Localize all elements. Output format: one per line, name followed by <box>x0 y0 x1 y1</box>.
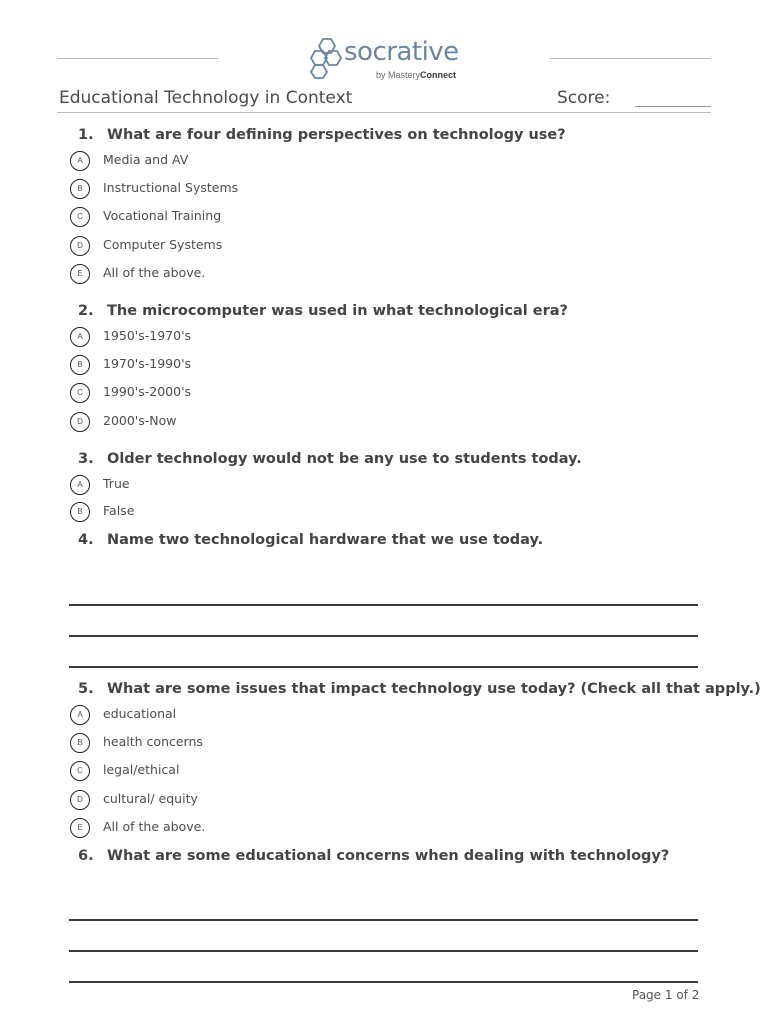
option-text: Instructional Systems <box>103 180 239 195</box>
option-text: legal/ethical <box>103 762 180 777</box>
question-6 <box>78 848 669 864</box>
option-bubble[interactable]: B <box>70 733 90 753</box>
option-text: 1950's-1970's <box>103 328 192 343</box>
option-bubble[interactable]: D <box>70 412 90 432</box>
option-bubble[interactable]: A <box>70 705 90 725</box>
question-text: Older technology would not be any use to students today. <box>107 451 582 467</box>
option-text: True <box>103 476 130 491</box>
option-text: 1990's-2000's <box>103 384 192 399</box>
question-text: The microcomputer was used in what technological era? <box>107 303 568 319</box>
option-text: cultural/ equity <box>103 791 198 806</box>
option-bubble[interactable]: C <box>70 761 90 781</box>
option-bubble[interactable]: C <box>70 383 90 403</box>
question-4 <box>78 532 543 548</box>
option-bubble[interactable]: E <box>70 818 90 838</box>
score-blank-line <box>635 106 711 107</box>
option-bubble[interactable]: E <box>70 264 90 284</box>
answer-line[interactable] <box>69 635 698 637</box>
option-bubble[interactable]: C <box>70 207 90 227</box>
option-text: All of the above. <box>103 265 206 280</box>
question-1 <box>78 127 566 143</box>
option-bubble[interactable]: A <box>70 327 90 347</box>
question-number: 3. <box>78 451 94 467</box>
score-label: Score: <box>557 88 611 108</box>
question-text: What are some issues that impact technology use today? (Check all that apply.) <box>107 681 761 697</box>
option-bubble[interactable]: B <box>70 179 90 199</box>
option-text: educational <box>103 706 177 721</box>
question-number: 6. <box>78 848 94 864</box>
option-text: All of the above. <box>103 819 206 834</box>
answer-line[interactable] <box>69 950 698 952</box>
question-3 <box>78 451 582 467</box>
option-text: Computer Systems <box>103 237 223 252</box>
question-text: Name two technological hardware that we use today. <box>107 532 544 548</box>
option-text: Media and AV <box>103 152 189 167</box>
question-2 <box>78 303 568 319</box>
option-bubble[interactable]: A <box>70 151 90 171</box>
logo-byline: by MasteryConnect <box>376 70 457 80</box>
option-bubble[interactable]: B <box>70 502 90 522</box>
header-rule-right <box>549 58 711 59</box>
hexagon-logo-icon <box>309 37 343 79</box>
option-text: 2000's-Now <box>103 413 177 428</box>
header-rule-left <box>57 58 219 59</box>
question-number: 5. <box>78 681 94 697</box>
option-text: False <box>103 503 135 518</box>
question-text: What are four defining perspectives on technology use? <box>107 127 566 143</box>
page-number: Page 1 of 2 <box>632 988 700 1002</box>
question-number: 4. <box>78 532 94 548</box>
option-bubble[interactable]: D <box>70 790 90 810</box>
option-bubble[interactable]: A <box>70 475 90 495</box>
question-number: 2. <box>78 303 94 319</box>
question-number: 1. <box>78 127 94 143</box>
option-text: health concerns <box>103 734 203 749</box>
answer-line[interactable] <box>69 604 698 606</box>
answer-line[interactable] <box>69 666 698 668</box>
question-text: What are some educational concerns when dealing with technology? <box>107 848 670 864</box>
option-bubble[interactable]: B <box>70 355 90 375</box>
option-text: 1970's-1990's <box>103 356 192 371</box>
header-underline <box>57 112 711 113</box>
option-bubble[interactable]: D <box>70 236 90 256</box>
document-title: Educational Technology in Context <box>59 88 353 108</box>
answer-line[interactable] <box>69 919 698 921</box>
logo-wordmark: socrative <box>344 37 459 67</box>
question-5 <box>78 681 761 697</box>
option-text: Vocational Training <box>103 208 222 223</box>
socrative-logo <box>309 37 464 81</box>
answer-line[interactable] <box>69 981 698 983</box>
